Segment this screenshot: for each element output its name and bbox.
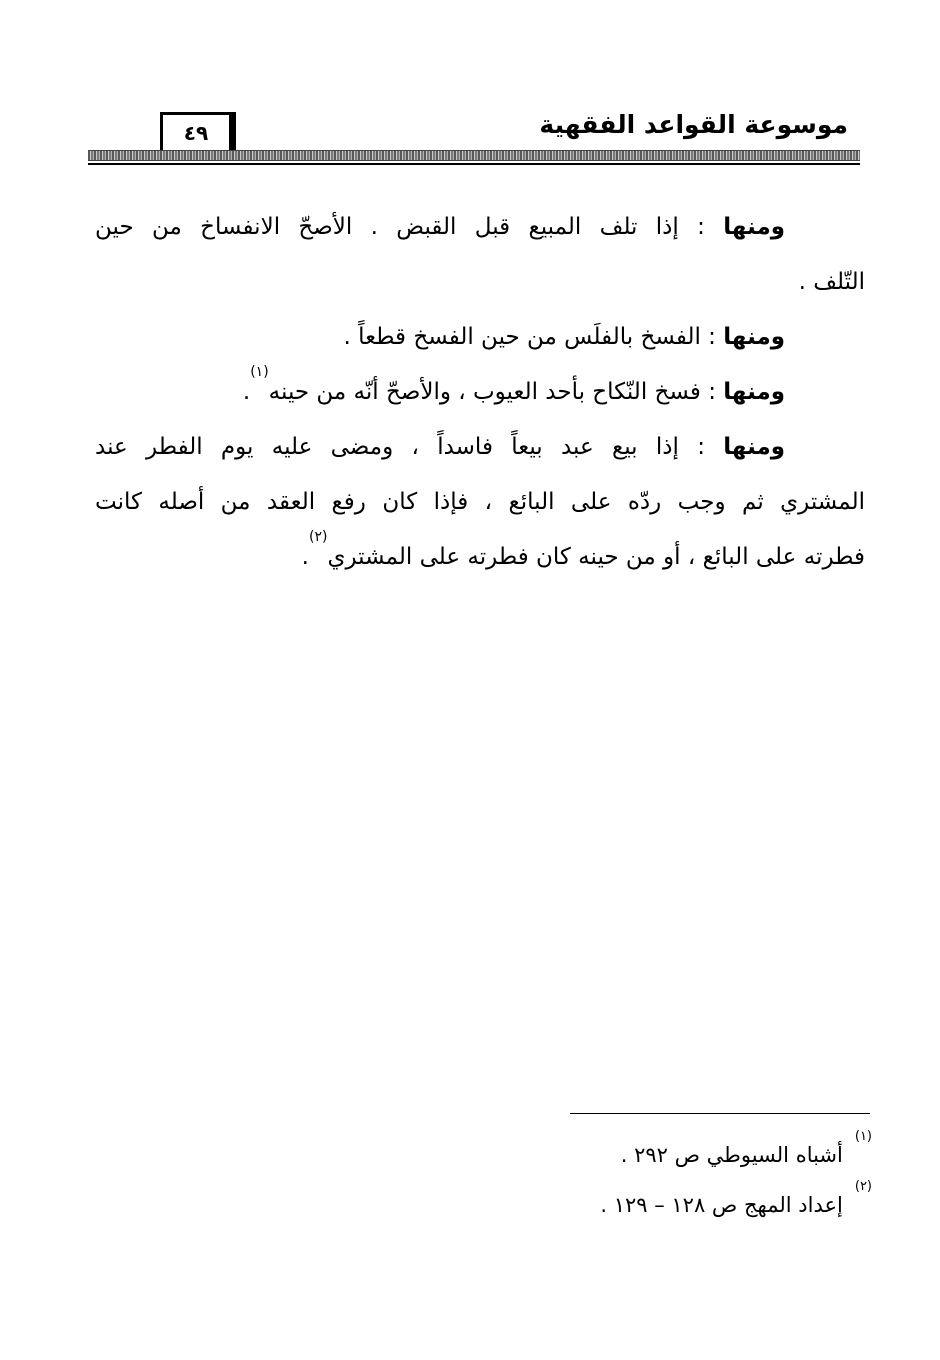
body-text [95,200,865,585]
paragraph-lead: ومنها [723,214,785,240]
text-line [95,420,785,475]
paragraph-3 [95,365,865,420]
footnote-2 [372,1180,872,1230]
paragraph-lead: ومنها [723,324,785,350]
footnote-marker: (١) [854,1129,872,1144]
text-segment: : فسخ النّكاح بأحد العيوب ، والأصحّ أنّه من حينه [268,379,716,405]
text-segment: فطرته على البائع ، أو من حينه كان فطرته على المشتري [327,544,865,570]
text-segment: : إذا تلف المبيع قبل القبض . الأصحّ الانفساخ من حين [95,214,705,240]
header-rule-thin [88,163,860,165]
paragraph-lead: ومنها [723,379,785,405]
footnote-text: أشباه السيوطي ص ٢٩٢ . [620,1143,843,1167]
text-line [95,200,785,255]
text-line [95,530,865,585]
sentence-end: . [301,544,309,570]
footnote-ref: (١) [250,364,269,380]
text-line: التّلف . [798,269,865,295]
footnote-ref: (٢) [308,529,328,545]
header-rule [88,150,860,161]
text-line [95,365,785,420]
paragraph-2 [95,310,865,365]
text-segment: : الفسخ بالفلَس من حين الفسخ قطعاً . [343,324,716,350]
footnote-1 [372,1130,872,1180]
sentence-end: . [242,379,251,405]
paragraph-1 [95,200,865,310]
footnote-text: إعداد المهج ص ١٢٨ – ١٢٩ . [600,1193,843,1217]
footnote-marker: (٢) [854,1179,872,1194]
text-line [95,310,785,365]
text-segment: : إذا بيع عبد بيعاً فاسداً ، ومضى عليه يوم الفطر عند [95,434,705,460]
footnote-separator [570,1113,870,1114]
text-line: المشتري ثم وجب ردّه على البائع ، فإذا كان رفع العقد من أصله كانت [95,489,865,515]
page-number: ٤٩ [160,112,236,156]
paragraph-lead: ومنها [723,434,785,460]
header-title: موسوعة القواعد الفقهية [539,110,848,139]
footnotes [372,1130,872,1230]
paragraph-4 [95,420,865,585]
